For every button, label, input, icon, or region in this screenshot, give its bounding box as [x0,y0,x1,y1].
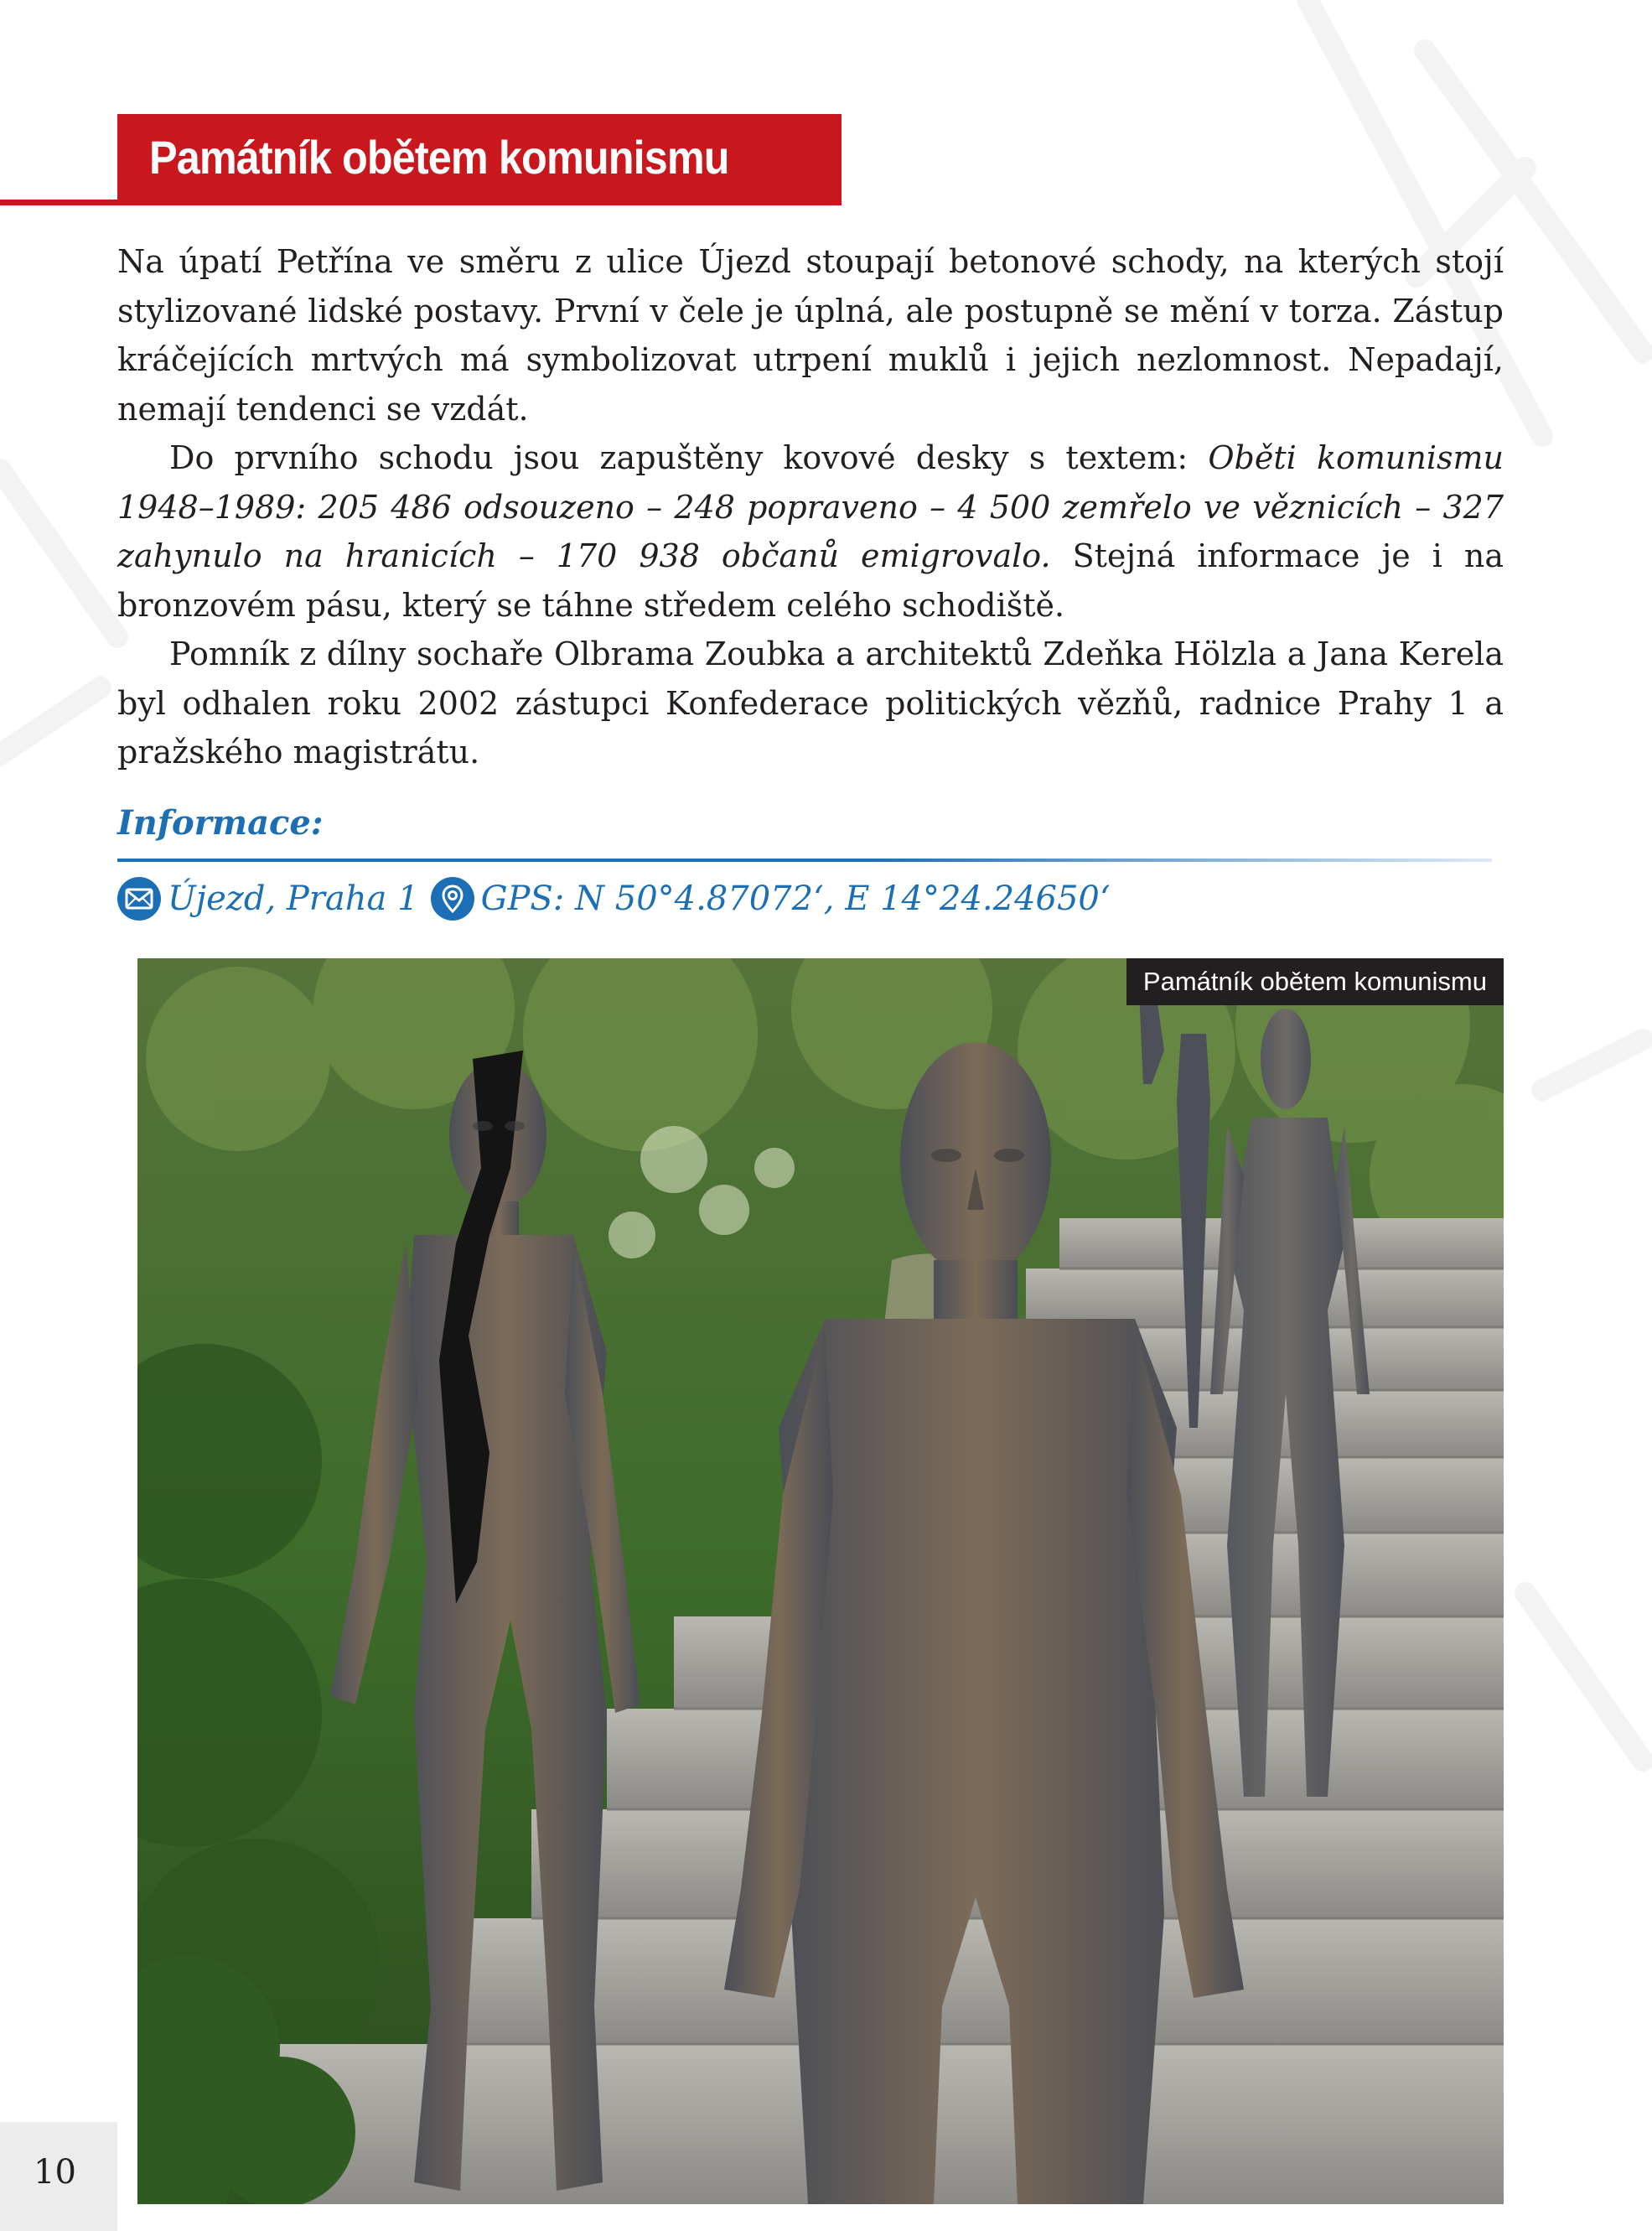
info-heading: Informace: [117,803,324,843]
info-divider [117,859,1492,862]
paragraph-2-inscription: Oběti komunismu 1948–1989: 205 486 odsouzeno – 248 popraveno – 4 500 zemřelo ve věznicích – 327 zahynulo na hranicích – 170 938 občanů emigrovalo. [117,439,1504,574]
gps-text: GPS: N 50°4.87072‘, E 14°24.24650‘ [480,879,1111,918]
paragraph-2-tail: Stejná informace je i na bronzovém pásu, který se táhne středem celého schodiště. [117,537,1504,624]
paragraph-2 [117,433,1504,630]
paragraph-3: Pomník z dílny sochaře Olbrama Zoubka a architektů Zdeňka Hölzla a Jana Kerela byl odhalen roku 2002 zástupci Konfederace politických vězňů, radnice Prahy 1 a pražského magistrátu. [117,636,1504,770]
page-number: 10 [34,2153,76,2192]
info-line [117,875,1111,922]
paragraph-1: Na úpatí Petřína ve směru z ulice Újezd stoupají betonové schody, na kterých stojí stylizované lidské postavy. První v čele je úplná, ale postupně se mění v torza. Zástup kráčejících mrtvých má symbolizovat utrpení muklů i jejich nezlomnost. Nepadají, nemají tendenci se vzdát. [117,243,1504,428]
paragraph-2-lead: Do prvního schodu jsou zapuštěny kovové desky s textem: [169,439,1209,476]
article-body [117,237,1504,777]
title-banner [117,114,842,200]
page-title: Památník obětem komunismu [149,130,729,184]
address-text: Újezd, Praha 1 [168,879,419,918]
envelope-icon [117,877,161,921]
memorial-photo-illustration [137,958,1504,2204]
map-pin-icon [431,877,474,921]
memorial-photo [137,958,1504,2204]
photo-caption: Památník obětem komunismu [1126,958,1504,1005]
title-underline-rule [0,200,842,205]
